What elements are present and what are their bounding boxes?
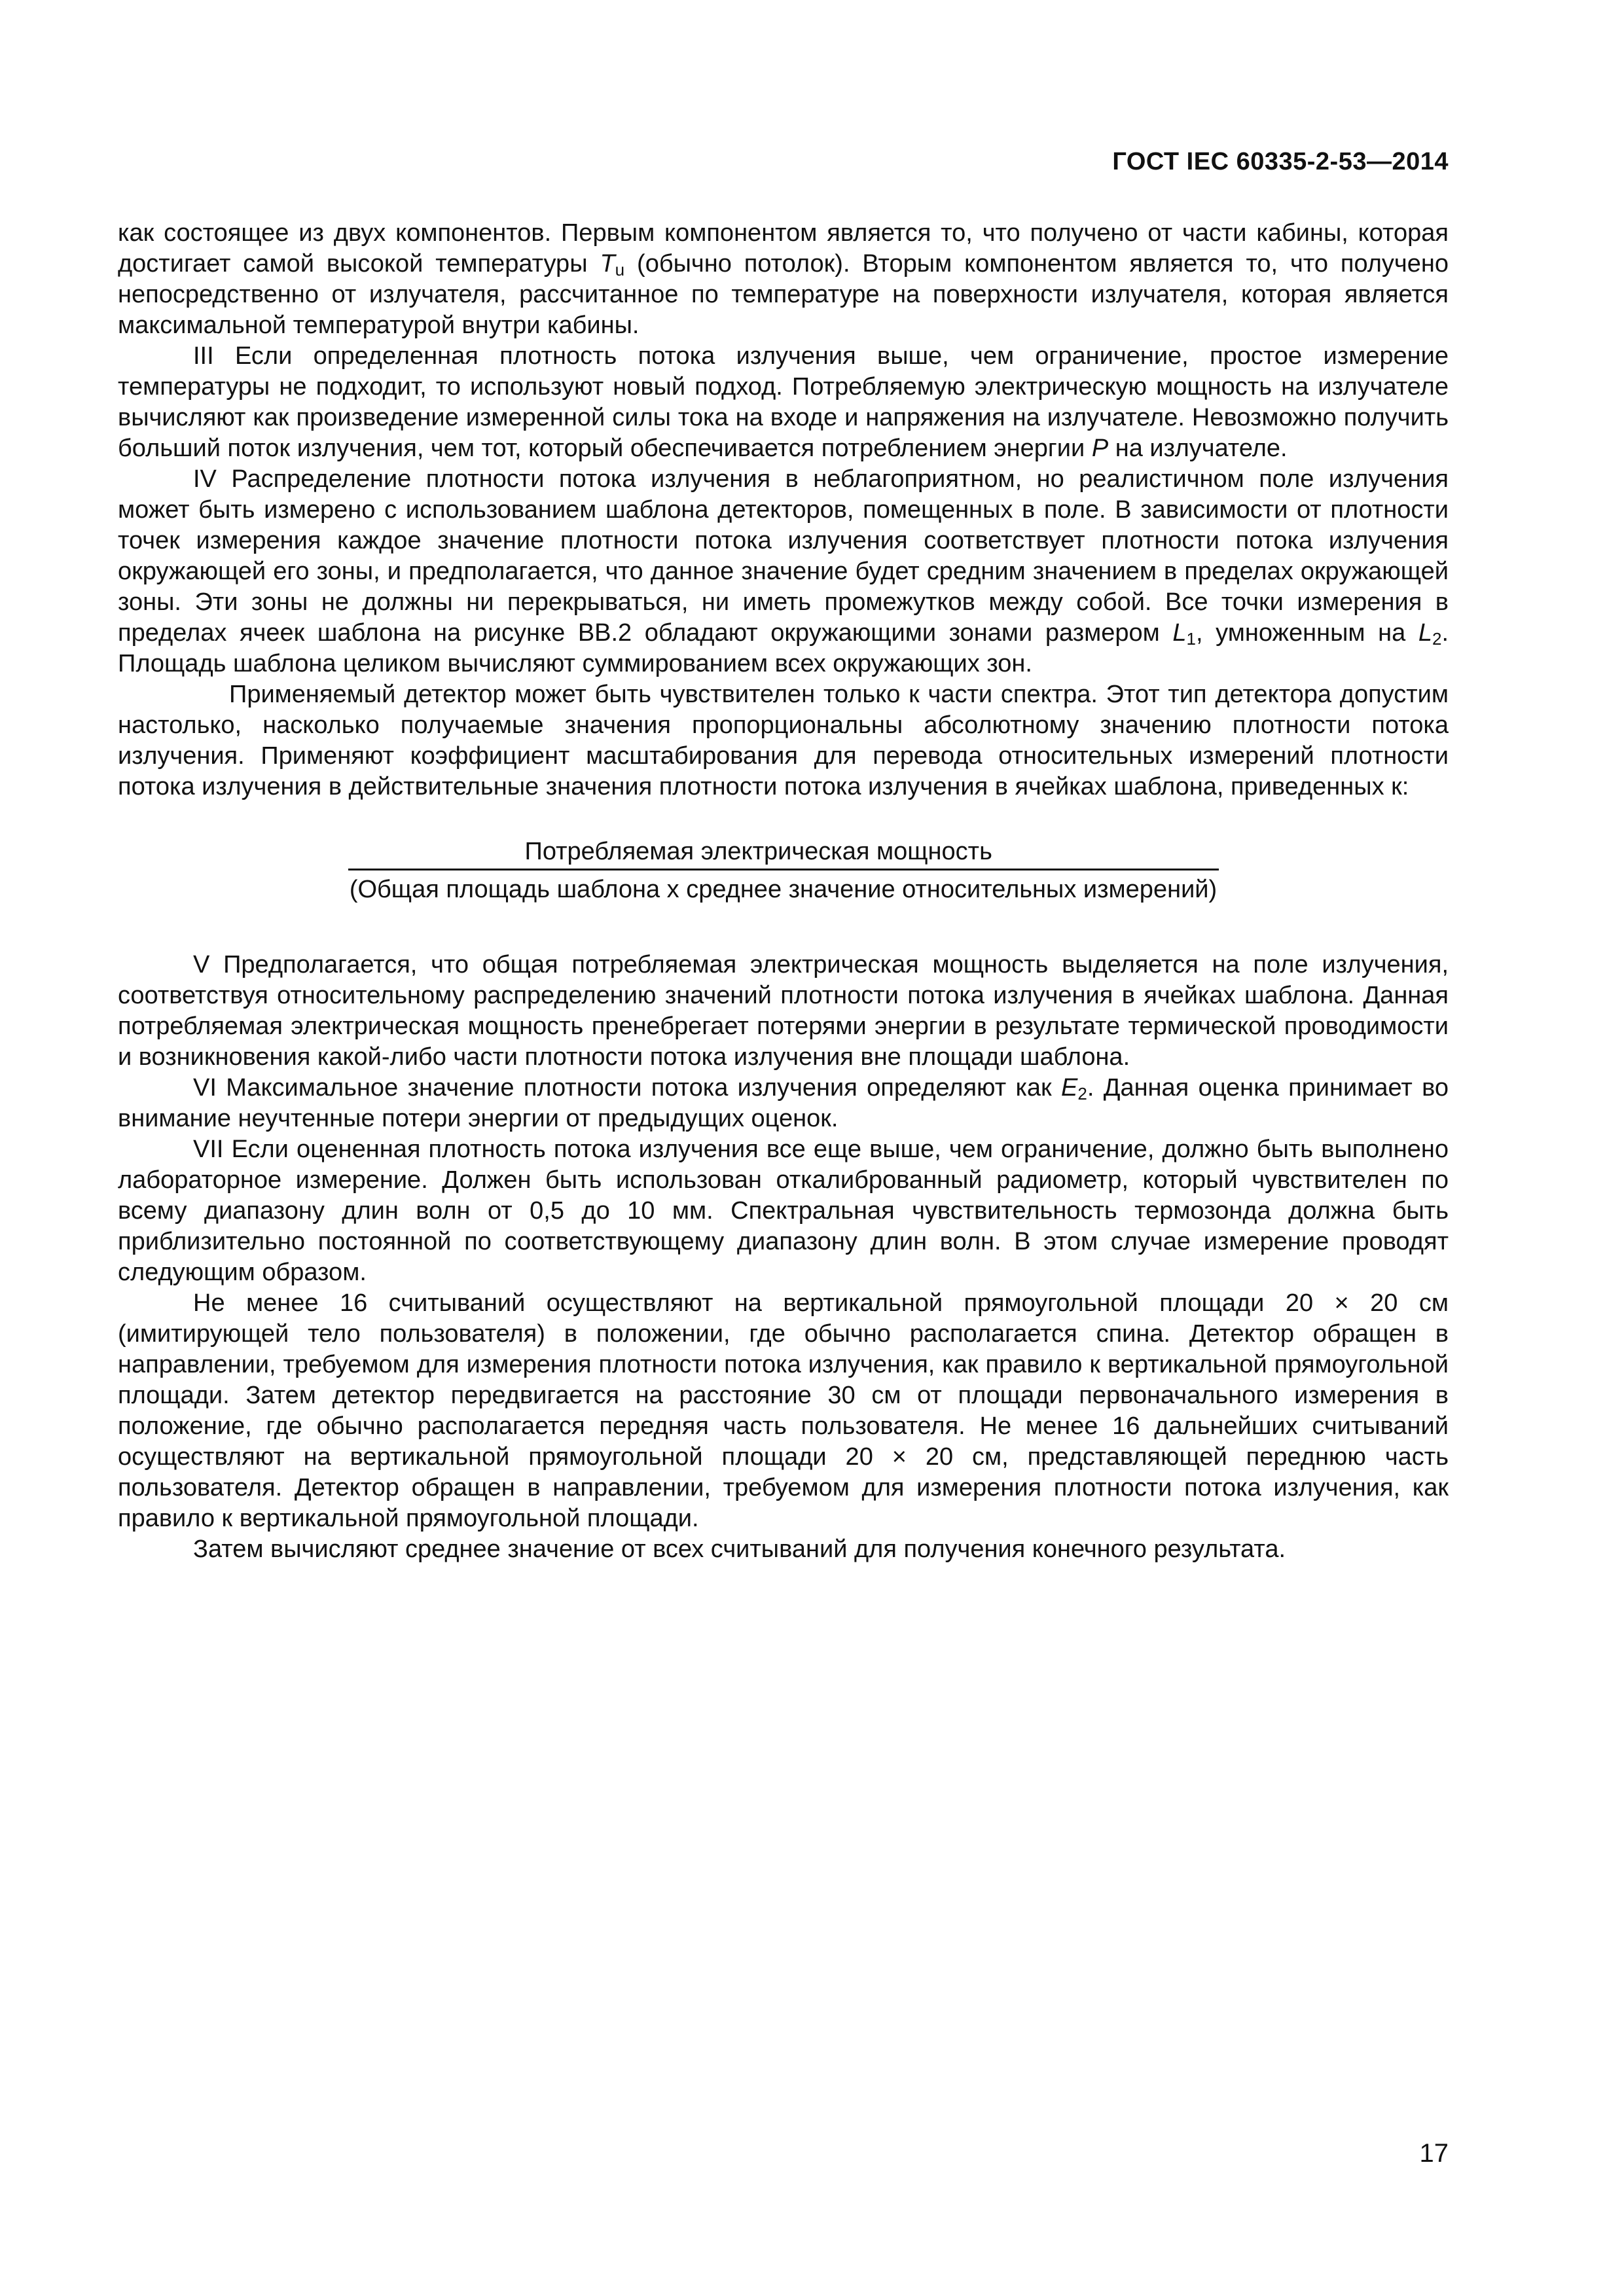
subscript-2: 2 xyxy=(1432,629,1442,649)
formula-denominator: (Общая площадь шаблона х среднее значение относительных измерений) xyxy=(349,876,1218,903)
variable-p: P xyxy=(1091,435,1109,462)
formula-numerator: Потребляемая электрическая мощность xyxy=(348,836,1219,870)
paragraph-readings: Не менее 16 считываний осуществляют на вертикальной прямоугольной площади 20 × 20 см (имитирующей тело пользователя) в положении, где обычно располагается спина. Детектор обращен в направлении, требуемом для измерения плотности потока излучения, как правило к вертикальной прямоугольной площади. Затем детектор передвигается на расстояние 30 см от площади первоначального измерения в положение, где обычно располагается передняя часть пользователя. Не менее 16 дальнейших считываний осуществляют на вертикальной прямоугольной площади 20 × 20 см, представляющей переднюю часть пользователя. Детектор обращен в направлении, требуемом для измерения плотности потока излучения, как правило к вертикальной прямоугольной площади. xyxy=(118,1289,1449,1532)
paragraph-iv-text-a: IV Распределение плотности потока излучения в неблагоприятном, но реалистичном поле излучения может быть измерено с использованием шаблона детекторов, помещенных в поле. В зависимости от плотности точек измерения каждое значение плотности потока излучения соответствует плотности потока излучения окружающей его зоны, и предполагается, что данное значение будет средним значением в пределах окружающей зоны. Эти зоны не должны ни перекрываться, ни иметь промежутков между собой. Все точки измерения в пределах ячеек шаблона на рисунке ВВ.2 обладают окружающими зонами размером xyxy=(118,465,1449,647)
variable-e: E xyxy=(1061,1074,1078,1102)
document-body xyxy=(118,218,1449,1565)
paragraph-iv-text-mid: , умноженным на xyxy=(1196,619,1418,647)
paragraph-vi-text-b: . Данная оценка принимает во внимание неучтенные потери энергии от предыдущих оценок. xyxy=(118,1074,1449,1132)
subscript-u: u xyxy=(615,260,625,279)
paragraph-detector: Применяемый детектор может быть чувствителен только к части спектра. Этот тип детектора допустим настолько, насколько получаемые значения пропорциональны абсолютному значению плотности потока излучения. Применяют коэффициент масштабирования для перевода относительных измерений плотности потока излучения в действительные значения плотности потока излучения в ячейках шаблона, приведенных к: xyxy=(118,681,1449,800)
subscript-2: 2 xyxy=(1077,1084,1087,1103)
paragraph-v: V Предполагается, что общая потребляемая электрическая мощность выделяется на поле излучения, соответствуя относительному распределению значений плотности потока излучения в ячейках шаблона. Данная потребляемая электрическая мощность пренебрегает потерями энергии в результате термической проводимости и возникновения какой-либо части плотности потока излучения вне площади шаблона. xyxy=(118,951,1449,1071)
variable-t: T xyxy=(600,250,615,278)
paragraph-vii: VII Если оцененная плотность потока излучения все еще выше, чем ограничение, должно быть выполнено лабораторное измерение. Должен быть использован откалиброванный радиометр, который чувствителен по всему диапазону длин волн от 0,5 до 10 мм. Спектральная чувствительность термозонда должна быть приблизительно постоянной по соответствующему диапазону длин волн. В этом случае измерение проводят следующим образом. xyxy=(118,1136,1449,1286)
paragraph-iv-text-b: . Площадь шаблона целиком вычисляют суммированием всех окружающих зон. xyxy=(118,619,1449,677)
page-number: 17 xyxy=(1419,2139,1449,2168)
paragraph-iii-text-b: на излучателе. xyxy=(1108,435,1288,462)
paragraph-vi xyxy=(118,1073,1449,1134)
scaling-formula xyxy=(118,836,1449,905)
paragraph-iii xyxy=(118,341,1449,464)
subscript-1: 1 xyxy=(1186,629,1196,649)
paragraph-iv xyxy=(118,464,1449,679)
paragraph-1-text-b: (обычно потолок). Вторым компонентом является то, что получено непосредственно от излучателя, рассчитанное по температуре на поверхности излучателя, которая является максимальной температурой внутри кабины. xyxy=(118,250,1449,339)
paragraph-1-text-a: как состоящее из двух компонентов. Первым компонентом является то, что получено от части кабины, которая достигает самой высокой температуры xyxy=(118,219,1449,278)
variable-l2: L xyxy=(1418,619,1432,647)
document-header: ГОСТ IEC 60335-2-53—2014 xyxy=(1112,148,1449,175)
variable-l1: L xyxy=(1172,619,1187,647)
paragraph-final: Затем вычисляют среднее значение от всех считываний для получения конечного результата. xyxy=(193,1535,1286,1563)
paragraph-vi-text-a: VI Максимальное значение плотности потока излучения определяют как xyxy=(193,1074,1061,1102)
paragraph-iii-text-a: III Если определенная плотность потока излучения выше, чем ограничение, простое измерение температуры не подходит, то используют новый подход. Потребляемую электрическую мощность на излучателе вычисляют как произведение измеренной силы тока на входе и напряжения на излучателе. Невозможно получить больший поток излучения, чем тот, который обеспечивается потреблением энергии xyxy=(118,342,1449,462)
paragraph-1 xyxy=(118,218,1449,341)
